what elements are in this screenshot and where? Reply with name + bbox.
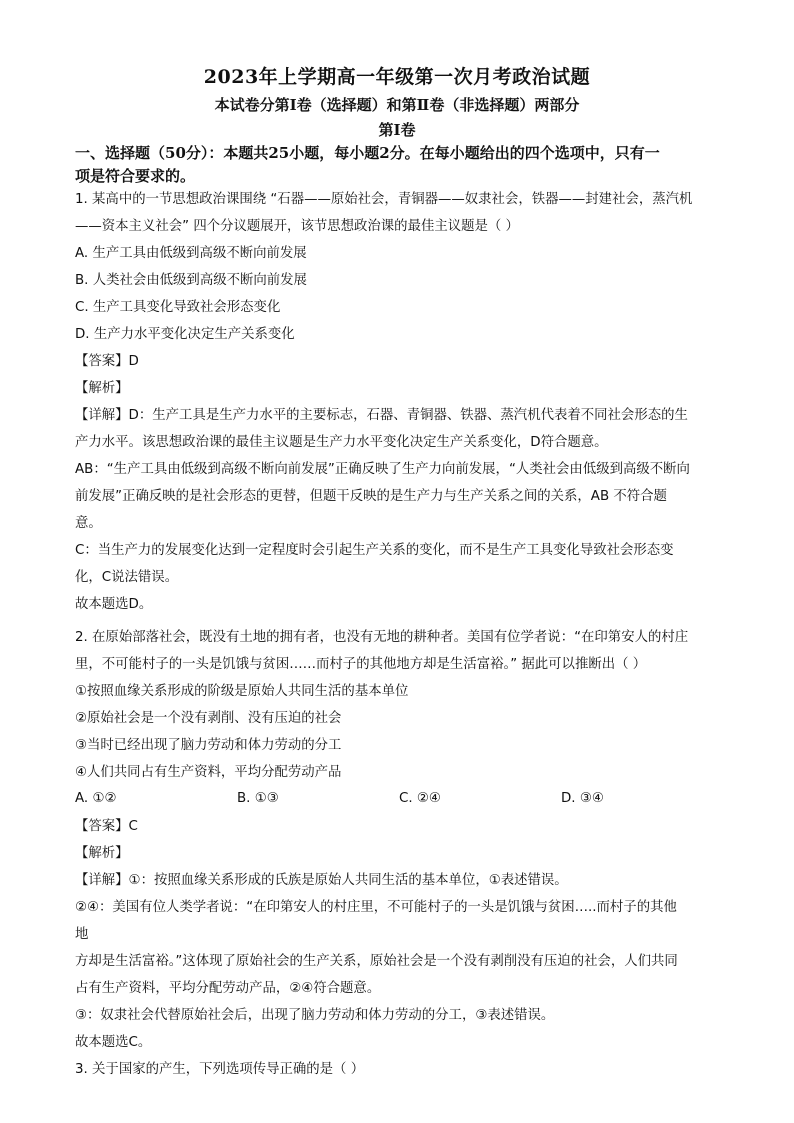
q2-detail-line-2: ②④：美国有位人类学者说：“在印第安人的村庄里，不可能村子的一头是饥饿与贫困…..而村子的其他: [75, 900, 677, 915]
q1-detail-line-7: 化，C说法错误。: [75, 570, 179, 585]
q1-option-c: C. 生产工具变化导致社会形态变化: [75, 300, 281, 315]
q2-detail-line-4: 方却是生活富裕。”这体现了原始社会的生产关系，原始社会是一个没有剥削没有压迫的社会，人们共同: [75, 954, 678, 969]
q2-statement-3: ③当时已经出现了脑力劳动和体力劳动的分工: [75, 738, 342, 753]
q1-option-d: D. 生产力水平变化决定生产关系变化: [75, 327, 295, 342]
q2-option-d: D. ③④: [561, 791, 604, 806]
q1-conclusion: 故本题选D。: [75, 597, 153, 612]
q1-detail-line-3: AB：“生产工具由低级到高级不断向前发展”正确反映了生产力向前发展，“人类社会由低级到高级不断向: [75, 462, 690, 477]
q1-option-b: B. 人类社会由低级到高级不断向前发展: [75, 273, 307, 288]
q2-statement-1: ①按照血缘关系形成的阶级是原始人共同生活的基本单位: [75, 684, 409, 699]
q2-option-b: B. ①③: [237, 791, 279, 806]
q2-detail-line-5: 占有生产资料，平均分配劳动产品，②④符合题意。: [75, 981, 381, 996]
q2-detail-line-3: 地: [75, 927, 89, 942]
q1-stem-line-2: ——资本主义社会” 四个分议题展开，该节思想政治课的最佳主议题是（ ）: [75, 219, 519, 234]
q2-option-a: A. ①②: [75, 791, 117, 806]
q2-statement-4: ④人们共同占有生产资料，平均分配劳动产品: [75, 765, 342, 780]
q2-detail-line-1: 【详解】①：按照血缘关系形成的氏族是原始人共同生活的基本单位，①表述错误。: [75, 873, 568, 888]
page-title: 2023年上学期高一年级第一次月考政治试题: [203, 66, 591, 88]
q2-statement-2: ②原始社会是一个没有剥削、没有压迫的社会: [75, 711, 342, 726]
q2-stem-line-2: 里，不可能村子的一头是饥饿与贫困……而村子的其他地方却是生活富裕。” 据此可以推断出（ ）: [75, 657, 647, 672]
q1-stem-line-1: 1. 某高中的一节思想政治课围绕 “石器——原始社会，青铜器——奴隶社会，铁器——封建社会，蒸汽机: [75, 192, 693, 207]
part-heading: 第Ⅰ卷: [378, 121, 416, 139]
q1-detail-line-1: 【详解】D：生产工具是生产力水平的主要标志，石器、青铜器、铁器、蒸汽机代表着不同社会形态的生: [75, 408, 688, 423]
q1-detail-line-5: 意。: [75, 516, 102, 531]
q3-stem-line-1: 3. 关于国家的产生，下列选项传导正确的是（ ）: [75, 1062, 365, 1077]
q1-analysis-label: 【解析】: [75, 381, 129, 396]
q1-answer: 【答案】D: [75, 354, 139, 369]
q2-option-c: C. ②④: [399, 791, 441, 806]
q1-detail-line-4: 前发展”正确反映的是社会形态的更替，但题干反映的是生产力与生产关系之间的关系，AB 不符合题: [75, 489, 667, 504]
q2-analysis-label: 【解析】: [75, 846, 129, 861]
q2-detail-line-6: ③：奴隶社会代替原始社会后，出现了脑力劳动和体力劳动的分工，③表述错误。: [75, 1008, 555, 1023]
q2-conclusion: 故本题选C。: [75, 1035, 152, 1050]
q1-detail-line-6: C：当生产力的发展变化达到一定程度时会引起生产关系的变化，而不是生产工具变化导致社会形态变: [75, 543, 674, 558]
q1-detail-line-2: 产力水平。该思想政治课的最佳主议题是生产力水平变化决定生产关系变化，D符合题意。: [75, 435, 608, 450]
q1-option-a: A. 生产工具由低级到高级不断向前发展: [75, 246, 307, 261]
page-subtitle: 本试卷分第Ⅰ卷（选择题）和第Ⅱ卷（非选择题）两部分: [214, 96, 580, 114]
q2-answer: 【答案】C: [75, 819, 138, 834]
q2-stem-line-1: 2. 在原始部落社会，既没有土地的拥有者，也没有无地的耕种者。美国有位学者说：“在印第安人的村庄: [75, 630, 689, 645]
section-heading-line-2: 项是符合要求的。: [75, 167, 196, 185]
section-heading-line-1: 一、选择题（50分）：本题共25小题，每小题2分。在每小题给出的四个选项中，只有一: [75, 144, 660, 162]
section-heading: [75, 142, 725, 188]
